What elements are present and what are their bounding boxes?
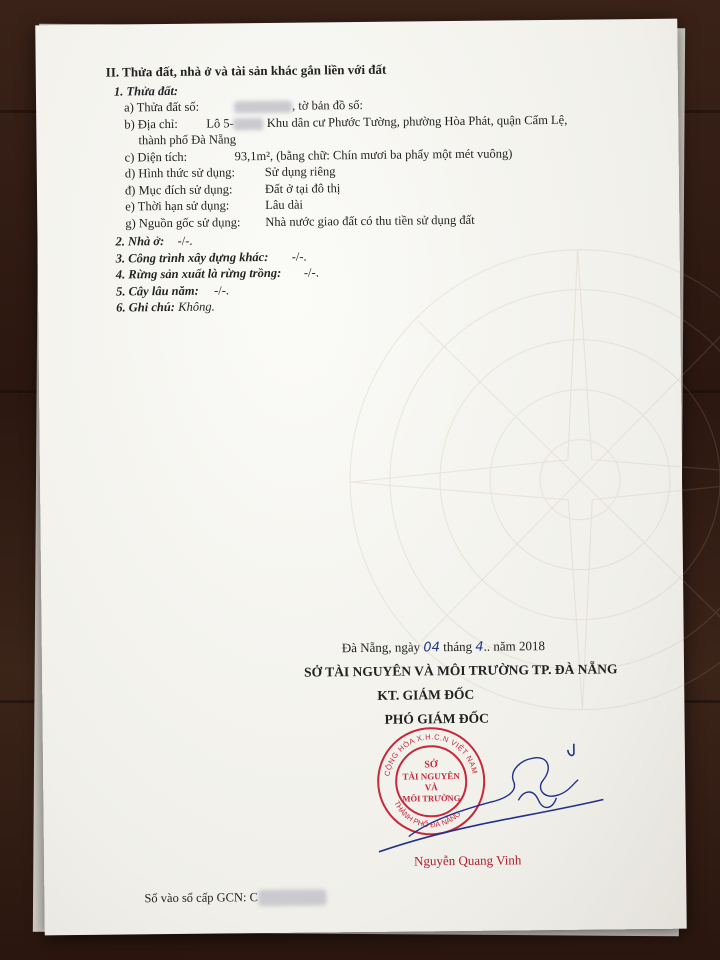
gcn-register [144, 888, 326, 907]
area-value: 93,1m², (bằng chữ: Chín mươi ba phẩy một mét vuông) [234, 145, 513, 163]
parcel-label: a) Thửa đất số: [124, 99, 200, 115]
origin-label: g) Nguồn gốc sử dụng: [125, 214, 241, 230]
signer-name: Nguyễn Quang Vinh [413, 852, 522, 869]
item-value: -/-. [177, 233, 193, 248]
address-lot: Lô 5- [206, 115, 234, 131]
origin-value: Nhà nước giao đất có thu tiền sử dụng đất [265, 212, 475, 229]
seal-ring-bottom: THÀNH PHỐ ĐÀ NẴNG [392, 799, 463, 830]
gcn-label: Số vào sổ cấp GCN: [144, 890, 247, 906]
seal-line1: SỞ [424, 759, 438, 771]
item-value: -/-. [291, 249, 307, 264]
term-label: e) Thời hạn sử dụng: [125, 198, 230, 214]
item-value: -/-. [303, 265, 319, 280]
item-label: 3. Công trình xây dựng khác: [115, 249, 269, 266]
purpose-label: đ) Mục đích sử dụng: [124, 181, 233, 197]
address-rest: Khu dân cư Phước Tường, phường Hòa Phát, quận Cẩm Lệ, [266, 112, 568, 130]
item-value: Không. [178, 299, 215, 314]
seal-line2: TÀI NGUYÊN [402, 770, 460, 782]
issue-date: Đà Nẵng, ngày 04 tháng 4.. năm 2018 [341, 638, 546, 656]
term-value: Lâu dài [265, 197, 304, 212]
item-label: 4. Rừng sản xuất là rừng trồng: [115, 265, 282, 282]
parcel-value [234, 97, 363, 115]
date-year: năm 2018 [493, 638, 546, 654]
area-label: c) Diện tích: [124, 149, 188, 164]
purpose-value: Đất ở tại đô thị [264, 180, 341, 196]
section-title: II. Thửa đất, nhà ở và tài sản khác gắn liền với đất [105, 61, 387, 80]
item-value: -/-. [213, 282, 230, 298]
item-label: 2. Nhà ở: [115, 234, 165, 249]
item-label: 6. Ghi chú: [116, 299, 175, 315]
seal-ring-top: CỘNG HÒA X.H.C.N VIỆT NAM [382, 732, 480, 777]
item-label: 5. Cây lâu năm: [115, 283, 199, 299]
date-month: 4 [475, 639, 484, 655]
redacted-lot-number [234, 118, 264, 130]
kt-director: KT. GIÁM ĐỐC [377, 686, 475, 703]
usage-form-value: Sử dụng riêng [264, 164, 336, 179]
gcn-prefix: C [249, 890, 259, 905]
address-label: b) Địa chỉ: [124, 116, 178, 131]
land-heading: 1. Thửa đất: [113, 83, 179, 99]
address-line2: thành phố Đà Nẵng [138, 132, 237, 148]
deputy-director: PHÓ GIÁM ĐỐC [384, 710, 489, 727]
issuing-organization: SỞ TÀI NGUYÊN VÀ MÔI TRƯỜNG TP. ĐÀ NẴNG [303, 661, 618, 680]
seal-line4: MÔI TRƯỜNG [402, 792, 461, 804]
seal-line3: VÀ [424, 782, 438, 793]
map-sheet-label: , tờ bản đồ số: [292, 97, 364, 113]
certificate-page [35, 19, 686, 936]
date-day: 04 [423, 640, 441, 656]
usage-form-label: d) Hình thức sử dụng: [124, 165, 235, 181]
date-prefix: Đà Nẵng, ngày [341, 639, 421, 656]
date-month-label: tháng [443, 638, 473, 655]
redacted-gcn-number [258, 890, 326, 907]
redacted-parcel-number [234, 101, 292, 114]
